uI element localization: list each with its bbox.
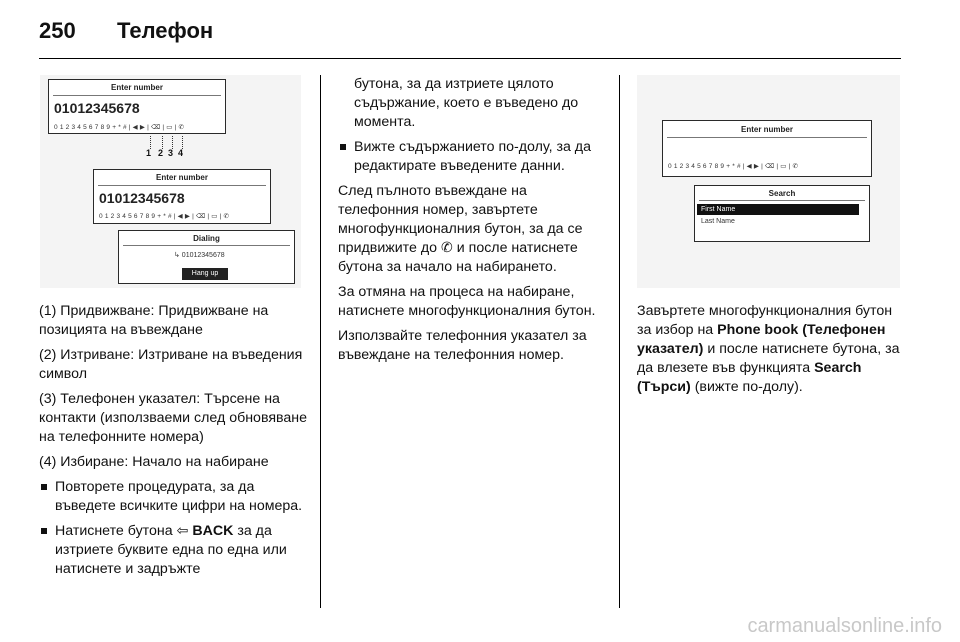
phone-icon: ✆ bbox=[440, 240, 453, 256]
screen-title: Dialing bbox=[193, 234, 220, 243]
back-label: BACK bbox=[192, 523, 234, 539]
back-arrow-icon: ⇦ bbox=[176, 523, 189, 539]
paragraph-phonebook-search bbox=[637, 302, 902, 397]
screen-enter-number-1 bbox=[48, 79, 226, 134]
screen-rule bbox=[53, 95, 221, 96]
paragraph-dial: (4) Избиране: Начало на набиране bbox=[39, 454, 269, 470]
bullet-back-continued bbox=[338, 75, 608, 132]
paragraph-delete: (2) Изтриване: Изтриване на въведения символ bbox=[39, 347, 303, 382]
bullet-text: Повторете процедурата, за да въведете всичките цифри на номера. bbox=[55, 479, 303, 514]
bullet-see-below bbox=[338, 138, 608, 176]
right-text-column bbox=[637, 302, 902, 403]
screen-rule bbox=[123, 245, 290, 246]
paragraph-phonebook: (3) Телефонен указател: Търсене на контакти (използваеми след обновяване на телефонните номера) bbox=[39, 391, 307, 445]
character-row: 0 1 2 3 4 5 6 7 8 9 + * # | ◀ ▶ | ⌫ | ▭ | ✆ bbox=[668, 163, 799, 170]
bullet-text: Вижте съдържанието по-долу, за да редактирате въведените данни. bbox=[354, 139, 591, 174]
callout-3: 3 bbox=[168, 148, 174, 158]
callout-1: 1 bbox=[146, 148, 152, 158]
search-option-first-name[interactable]: First Name bbox=[697, 204, 859, 215]
search-option-last-name[interactable]: Last Name bbox=[701, 218, 735, 225]
screen-title: Enter number bbox=[110, 83, 163, 92]
page-title: Телефон bbox=[117, 18, 214, 43]
figure-enter-number-dialing bbox=[40, 75, 301, 288]
paragraph-start-dial bbox=[338, 182, 608, 277]
left-text-column bbox=[39, 302, 309, 585]
bullet-text: бутона, за да изтриете цялото съдържание, което е въведено до момента. bbox=[354, 76, 579, 130]
column-divider-2 bbox=[619, 75, 620, 608]
character-row: 0 1 2 3 4 5 6 7 8 9 + * # | ◀ ▶ | ⌫ | ▭ | ✆ bbox=[99, 213, 230, 220]
screen-rule bbox=[667, 137, 867, 138]
paragraph-cancel: За отмяна на процеса на набиране, натиснете многофункционалния бутон. bbox=[338, 284, 596, 319]
bullet-text: за да изтриете буквите една по една или натиснете и задръжте bbox=[55, 523, 287, 577]
bullet-text: Натиснете бутона bbox=[55, 523, 177, 539]
callout-4: 4 bbox=[178, 148, 184, 158]
screen-rule bbox=[98, 185, 266, 186]
bullet-repeat bbox=[39, 478, 309, 516]
column-divider-1 bbox=[320, 75, 321, 608]
paragraph-navigate: (1) Придвижване: Придвижване на позицията на въвеждане bbox=[39, 303, 269, 338]
screen-title: Enter number bbox=[155, 173, 208, 182]
figure-phone-book-search bbox=[637, 75, 900, 288]
middle-text-column bbox=[338, 75, 608, 371]
paragraph-text: Завъртете многофункционалния бутон за избор на bbox=[637, 303, 893, 338]
screen-search bbox=[694, 185, 870, 242]
search-label: Search (Търси) bbox=[637, 360, 862, 395]
hang-up-button[interactable]: Hang up bbox=[182, 268, 228, 280]
bullet-back bbox=[39, 522, 309, 579]
screen-rule bbox=[699, 200, 865, 201]
dialing-number: ↳ 01012345678 bbox=[174, 252, 225, 259]
paragraph-use-phonebook: Използвайте телефонния указател за въвеждане на телефонния номер. bbox=[338, 328, 587, 363]
page-number: 250 bbox=[39, 18, 76, 43]
entered-number: 01012345678 bbox=[99, 190, 185, 206]
screen-enter-number bbox=[662, 120, 872, 177]
paragraph-text: След пълното въвеждане на телефонния номер, завъртете многофункционалния бутон, за да се придвижите до bbox=[338, 183, 583, 256]
paragraph-text: и после натиснете бутона, за да влезете във функцията bbox=[637, 341, 900, 376]
callout-2: 2 bbox=[158, 148, 164, 158]
paragraph-text: и после натиснете бутона за начало на набирането. bbox=[338, 240, 578, 275]
screen-title: Enter number bbox=[740, 125, 793, 134]
phone-book-label: Phone book (Телефонен указател) bbox=[637, 322, 886, 357]
screen-title: Search bbox=[768, 189, 796, 198]
header-rule bbox=[39, 58, 901, 59]
entered-number: 01012345678 bbox=[54, 100, 140, 116]
screen-enter-number-2 bbox=[93, 169, 271, 224]
watermark: carmanualsonline.info bbox=[747, 615, 942, 637]
paragraph-text: (вижте по-долу). bbox=[690, 379, 803, 395]
screen-dialing bbox=[118, 230, 295, 284]
character-row: 0 1 2 3 4 5 6 7 8 9 + * # | ◀ ▶ | ⌫ | ▭ | ✆ bbox=[54, 124, 185, 131]
